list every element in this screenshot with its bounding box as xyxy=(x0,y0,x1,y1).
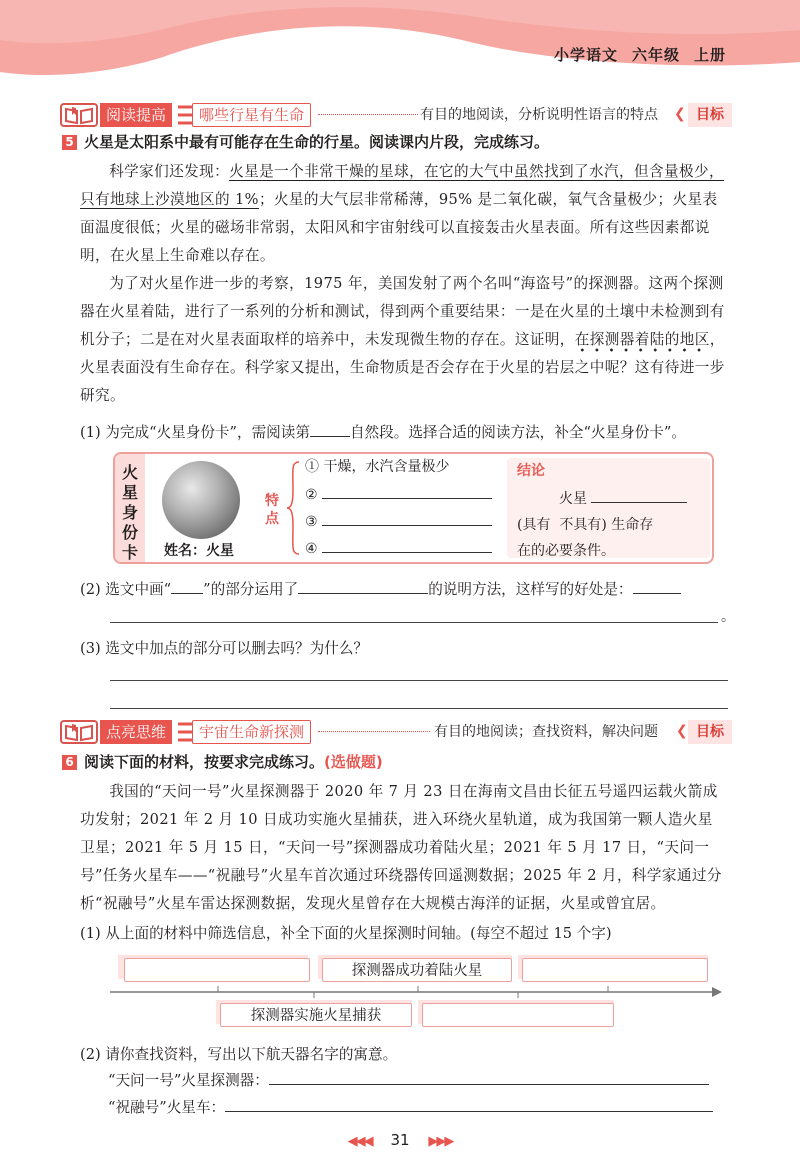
question-text: 的说明方法，这样写的好处是： xyxy=(428,581,633,598)
card-tab-char: 份 xyxy=(122,523,139,542)
answer-line[interactable] xyxy=(110,680,728,681)
passage-text: 科学家们还发现： xyxy=(109,163,230,180)
chevron-left-icon: ❮ xyxy=(674,106,686,122)
goal-badge: 目标 xyxy=(688,720,732,744)
underline-sample xyxy=(171,579,203,594)
card-tab xyxy=(115,454,145,562)
dotted-leader xyxy=(318,114,418,115)
timeline-box-bottom-2[interactable] xyxy=(422,1003,614,1027)
period-mark: 。 xyxy=(721,609,735,625)
sub-question-1 xyxy=(80,421,686,442)
spacecraft-label: “祝融号”火星车： xyxy=(108,1099,226,1116)
passage-text: ，火星表面没有生命存在。科学家又提出，生命物质是否会存在于火星的岩层之中呢？这有待进一步研究。 xyxy=(80,331,725,404)
conclusion-line-1 xyxy=(559,488,687,508)
card-name: 姓名：火星 xyxy=(164,543,234,559)
spacecraft-label: “天问一号”火星探测器： xyxy=(108,1072,269,1089)
sub-question-2: (2) 请你查找资料，写出以下航天器名字的寓意。 xyxy=(80,1046,398,1063)
goal-badge: 目标 xyxy=(688,103,732,127)
answer-blank[interactable] xyxy=(225,1097,713,1112)
optional-tag: (选做题) xyxy=(324,753,383,771)
book-icon xyxy=(60,720,98,744)
feature-num: ④ xyxy=(305,541,318,557)
right-arrows-icon: ▶▶▶ xyxy=(428,1134,453,1149)
dotted-leader xyxy=(318,731,430,732)
section-topic: 哪些行星有生命 xyxy=(192,103,311,127)
sub-question-1: (1) 从上面的材料中筛选信息，补全下面的火星探测时间轴。(每空不超过 15 个字) xyxy=(80,925,612,942)
dotted-emphasis-text: 在探测器着陆的地区 xyxy=(575,331,710,353)
left-arrows-icon: ◀◀◀ xyxy=(347,1134,372,1149)
answer-blank[interactable] xyxy=(591,488,687,503)
section-label: 阅读提高 xyxy=(100,103,172,127)
timeline-box-top-1[interactable] xyxy=(124,958,310,982)
spacecraft-name-1 xyxy=(108,1069,709,1090)
feature-1: ① 干燥，水汽含量极少 xyxy=(305,459,450,475)
feature-3 xyxy=(305,511,492,530)
question-title-text: 阅读下面的材料，按要求完成练习。 xyxy=(84,753,325,771)
section-bar-thinking xyxy=(60,719,732,745)
passage-paragraph-2 xyxy=(80,270,726,410)
answer-blank[interactable] xyxy=(633,579,681,594)
answer-blank[interactable] xyxy=(298,579,428,594)
section-bar-reading xyxy=(60,102,732,128)
brace-icon xyxy=(285,460,301,556)
question-text: 自然段。选择合适的阅读方法，补全“火星身份卡”。 xyxy=(349,424,686,441)
conclusion-line-3: 在的必要条件。 xyxy=(517,543,615,559)
card-tab-char: 卡 xyxy=(122,543,139,562)
question-title: 火星是太阳系中最有可能存在生命的行星。阅读课内片段，完成练习。 xyxy=(84,133,550,151)
book-icon xyxy=(60,103,98,127)
answer-blank[interactable] xyxy=(322,538,492,553)
feature-num: ② xyxy=(305,487,318,503)
header-volume: 上册 xyxy=(693,46,726,64)
passage-paragraph-1 xyxy=(80,158,726,270)
feature-4 xyxy=(305,538,492,557)
feature-label-char: 点 xyxy=(265,511,279,527)
answer-blank[interactable] xyxy=(310,422,350,437)
sub-question-2 xyxy=(80,578,681,599)
answer-line[interactable] xyxy=(110,708,728,709)
section-goal-text: 有目的地阅读，分析说明性语言的特点 xyxy=(420,107,658,123)
card-tab-char: 身 xyxy=(122,503,139,522)
header-subject: 小学语文 xyxy=(553,46,618,64)
question-text: ”的部分运用了 xyxy=(203,581,299,598)
mars-planet-image xyxy=(162,461,240,539)
section-topic: 宇宙生命新探测 xyxy=(192,720,311,744)
timeline-axis xyxy=(108,984,728,1000)
answer-line[interactable] xyxy=(110,622,718,623)
answer-blank[interactable] xyxy=(269,1070,709,1085)
material-paragraph: 我国的“天问一号”火星探测器于 2020 年 7 月 23 日在海南文昌由长征五号遥四运载火箭成功发射；2021 年 2 月 10 日成功实施火星捕获，进入环绕火星轨道，成为我国第一颗人造火星卫星；2021 年 5 月 15 日，“天问一号”探测器成功着陆火星；2021 年 5 月 17 日，“天问一号”任务火星车——“祝融号”火星车首次通过环绕器传回遥测数据；2025 年 2 月，科学家通过分析“祝融号”火星车雷达探测数据，发现火星曾存在大规模古海洋的证据，火星或曾宜居。 xyxy=(80,783,722,912)
header-title xyxy=(540,44,726,65)
page-number-footer xyxy=(0,1131,800,1149)
question-number: 5 xyxy=(62,135,77,150)
question-number: 6 xyxy=(62,755,77,770)
feature-label-char: 特 xyxy=(265,493,279,509)
question-text: (1) 为完成“火星身份卡”，需阅读第 xyxy=(80,424,310,441)
header-wave-banner xyxy=(0,0,800,80)
question-title xyxy=(84,751,383,772)
mars-id-card xyxy=(113,452,714,564)
timeline-box-top-2: 探测器成功着陆火星 xyxy=(322,958,512,982)
card-tab-char: 星 xyxy=(122,483,139,502)
feature-2 xyxy=(305,484,492,503)
answer-blank[interactable] xyxy=(322,511,492,526)
section-goal-text: 有目的地阅读；查找资料，解决问题 xyxy=(434,724,658,740)
page-number: 31 xyxy=(390,1131,410,1149)
conclusion-text: 火星 xyxy=(559,491,587,507)
timeline-box-top-3[interactable] xyxy=(522,958,708,982)
section-label: 点亮思维 xyxy=(100,720,172,744)
timeline-box-bottom-1: 探测器实施火星捕获 xyxy=(220,1003,412,1027)
conclusion-line-2[interactable]: (具有 不具有) 生命存 xyxy=(517,517,654,533)
card-tab-char: 火 xyxy=(122,463,139,482)
header-grade: 六年级 xyxy=(631,46,680,64)
spacecraft-name-2 xyxy=(108,1096,713,1117)
chevron-left-icon: ❮ xyxy=(676,723,688,739)
sub-question-3: (3) 选文中加点的部分可以删去吗？为什么？ xyxy=(80,640,369,657)
passage-text: ；火星的大气层非常稀薄，95% 是二氧化碳，氧气含量极少；火星表面温度很低；火星的磁场非常弱，太阳风和宇宙射线可以直接轰击火星表面。所有这些因素都说明，在火星上生命难以存在。 xyxy=(80,191,718,264)
passage-text: 为了对火星作进一步的考察，1975 年，美国发射了两个名叫“海盗号”的探测器。这两个探测器在火星着陆，进行了一系列的分析和测试，得到两个重要结果：一是在火星的土壤中未检测到有机分子；二是在对火星表面取样的培养中，未发现微生物的存在。这证明， xyxy=(80,275,725,348)
question-text: (2) 选文中画“ xyxy=(80,581,172,598)
conclusion-title: 结论 xyxy=(517,463,545,479)
feature-num: ③ xyxy=(305,514,318,530)
answer-blank[interactable] xyxy=(322,484,492,499)
conclusion-box xyxy=(507,458,710,558)
underlined-passage: 火星是一个非常干燥的星球，在它的大气中虽然找到了水汽，但含量极少，只有地球上沙漠地区的 1% xyxy=(80,163,724,208)
